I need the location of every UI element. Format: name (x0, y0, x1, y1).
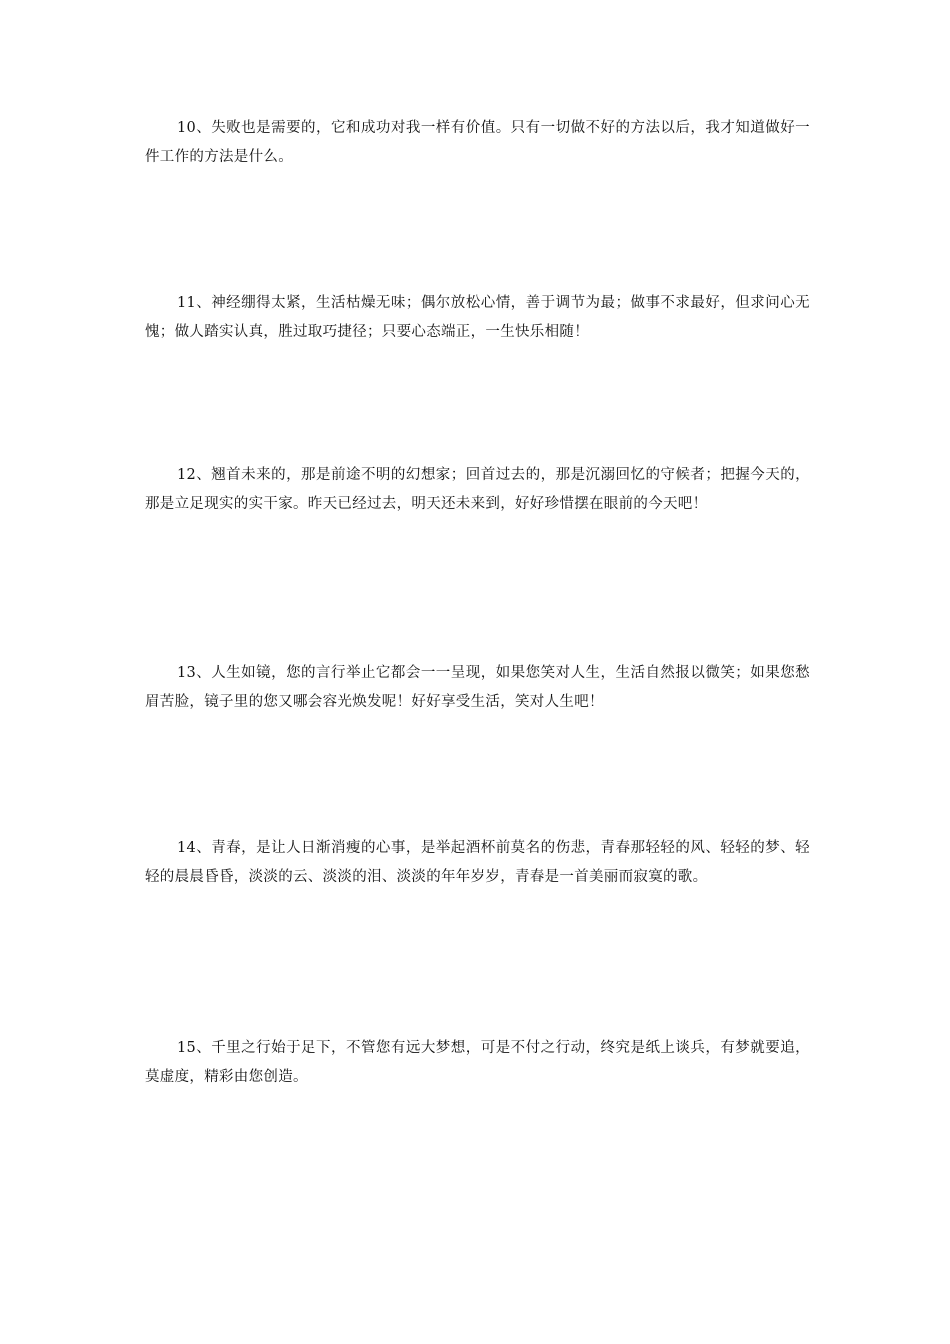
paragraph-13: 13、人生如镜，您的言行举止它都会一一呈现，如果您笑对人生，生活自然报以微笑；如果您愁眉苦脸，镜子里的您又哪会容光焕发呢！好好享受生活，笑对人生吧！ (145, 665, 810, 710)
paragraph-11: 11、神经绷得太紧，生活枯燥无味；偶尔放松心情，善于调节为最；做事不求最好，但求问心无愧；做人踏实认真，胜过取巧捷径；只要心态端正，一生快乐相随！ (145, 295, 810, 340)
paragraph-14: 14、青春，是让人日渐消瘦的心事，是举起酒杯前莫名的伤悲，青春那轻轻的风、轻轻的梦、轻轻的晨晨昏昏，淡淡的云、淡淡的泪、淡淡的年年岁岁，青春是一首美丽而寂寞的歌。 (145, 840, 810, 885)
paragraph-12: 12、翘首未来的，那是前途不明的幻想家；回首过去的，那是沉溺回忆的守候者；把握今天的，那是立足现实的实干家。昨天已经过去，明天还未来到，好好珍惜摆在眼前的今天吧！ (145, 467, 810, 512)
paragraph-15: 15、千里之行始于足下，不管您有远大梦想，可是不付之行动，终究是纸上谈兵，有梦就要追，莫虚度，精彩由您创造。 (145, 1040, 810, 1085)
paragraph-10: 10、失败也是需要的，它和成功对我一样有价值。只有一切做不好的方法以后，我才知道做好一件工作的方法是什么。 (145, 120, 810, 165)
